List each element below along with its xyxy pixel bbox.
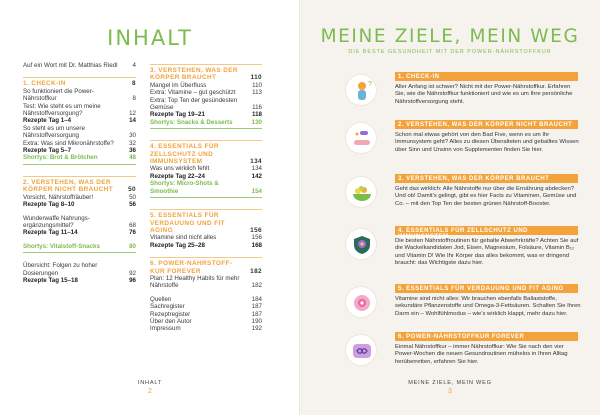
toc-entry xyxy=(23,215,136,230)
toc-entry-page: 56 xyxy=(129,201,136,209)
toc-entry xyxy=(150,165,262,172)
toc-entry xyxy=(150,242,262,249)
toc-entry xyxy=(23,140,136,147)
left-page-number: 2 xyxy=(148,388,152,395)
toc-entry-title: 3. VERSTEHEN, WAS DER KÖRPER BRAUCHT xyxy=(150,67,238,82)
section-rule xyxy=(23,252,136,253)
right-page-number: 3 xyxy=(448,388,452,395)
toc-entry-title: Rezeptregister xyxy=(150,310,191,318)
toc-entry-page: 68 xyxy=(129,221,136,229)
toc-spacer xyxy=(150,249,262,255)
toc-entry-title: Shortys: Micro-Shots & Smoothie xyxy=(150,180,219,195)
left-footer xyxy=(125,380,175,395)
toc-entry-page: 156 xyxy=(251,234,262,242)
right-footer xyxy=(300,380,600,395)
toc-entry-title: Wunderwaffe Nahrungs-ergänzungsmittel? xyxy=(23,214,90,229)
toc-entry xyxy=(150,318,262,325)
toc-chapter-heading xyxy=(150,143,262,165)
toc-spacer xyxy=(150,132,262,138)
cell-shield-icon xyxy=(345,228,377,260)
toc-entry-title: Shortys: Snacks & Desserts xyxy=(150,118,233,126)
toc-entry-title: Plan: 12 Healthy Habits für mehr Nährstoffe xyxy=(150,274,240,290)
toc-entry-page: 92 xyxy=(129,269,136,277)
toc-entry-title: Rezepte Tag 25–28 xyxy=(150,241,205,249)
toc-entry-title: Sachregister xyxy=(150,303,185,311)
toc-entry-page: 32 xyxy=(129,139,136,147)
toc-entry-page: 50 xyxy=(129,193,136,201)
toc-entry-title: Übersicht: Folgen zu hoher Dosierungen xyxy=(23,262,98,277)
flower-gut-icon xyxy=(345,286,377,318)
toc-entry-title: Rezepte Tag 8–10 xyxy=(23,201,75,209)
goal-heading: 5. ESSENTIALS FÜR VERDAUUNG UND FIT AGING xyxy=(395,284,578,293)
toc-entry-page: 50 xyxy=(128,186,136,194)
toc-entry xyxy=(150,111,262,118)
toc-entry xyxy=(23,88,136,103)
toc-entry-page: 182 xyxy=(250,267,262,275)
goal-description: Die besten Nährstoffroutinen für gebalte Abwehrkräfte? Achten Sie auf die Wackelkandidaten Jod, Eisen, Magnesium, Folsäure, Vitamin B₁₂ und Vitamin D! Wie Ihr Körper das alles bekommt, was er dringend braucht: das Wichtigste dazu hier. xyxy=(395,238,579,266)
goal-description: Einmal Nährstoffkur – immer Nährstoffkur: Wie Sie nach den vier Power-Wochen die neuen Gesundroutinen mühelos in Ihren Alltag herüberretten, erfahren Sie hier. xyxy=(395,344,568,365)
toc-entry xyxy=(23,62,136,69)
toc-entry-page: 76 xyxy=(129,229,136,237)
toc-entry xyxy=(23,277,136,284)
toc-chapter-heading xyxy=(150,67,262,82)
toc-entry-page: 192 xyxy=(251,325,262,333)
left-footer-label: INHALT xyxy=(137,380,163,386)
toc-entry-title: Shortys: Vitalstoff-Snacks xyxy=(23,242,100,250)
toc-entry xyxy=(23,154,136,161)
toc-entry xyxy=(23,262,136,277)
toc-entry-page: 118 xyxy=(252,111,262,119)
toc-entry-title: Rezepte Tag 1–4 xyxy=(23,117,72,125)
toc-entry-title: Quellen xyxy=(150,295,172,303)
toc-entry xyxy=(150,173,262,180)
chapter-divider xyxy=(23,77,136,78)
toc-entry xyxy=(23,243,136,250)
toc-entry-page: 130 xyxy=(251,118,262,126)
toc-entry-title: Extra: Was sind Mikronährstoffe? xyxy=(23,139,114,147)
toc-entry-title: Vitamine sind nicht alles xyxy=(150,234,217,242)
section-rule xyxy=(150,128,262,129)
toc-entry xyxy=(150,180,262,195)
toc-entry xyxy=(23,103,136,118)
right-footer-label: MEINE ZIELE, MEIN WEG xyxy=(408,380,492,386)
toc-entry-title: 5. ESSENTIALS FÜR VERDAUUNG UND FIT AGING xyxy=(150,212,225,234)
section-rule xyxy=(23,164,136,165)
goals-title: MEINE ZIELE, MEIN WEG xyxy=(320,26,580,47)
toc-entry-title: Vorsicht, Nährstoffräuber! xyxy=(23,193,94,201)
goal-heading: 3. VERSTEHEN, WAS DER KÖRPER BRAUCHT xyxy=(395,174,578,183)
toc-chapter-heading xyxy=(150,212,262,234)
toc-entry-page: 187 xyxy=(251,310,262,318)
toc-chapter-heading xyxy=(23,179,136,194)
chapter-divider xyxy=(150,140,262,141)
toc-entry xyxy=(23,125,136,140)
toc-entry-page: 96 xyxy=(129,276,136,284)
toc-entry-title: Extra: Top Ten der gesündesten Gemüse xyxy=(150,96,238,112)
goals-subtitle: DIE BESTE GESUNDHEIT MIT DER POWER-NÄHRSTOFFKUR xyxy=(348,49,552,55)
toc-entry xyxy=(150,89,262,96)
toc-entry-title: Mangel im Überfluss xyxy=(150,81,207,89)
toc-column-2 xyxy=(150,62,262,333)
toc-entry-page: 110 xyxy=(250,74,262,82)
toc-entry-page: 184 xyxy=(251,295,262,303)
toc-entry-page: 30 xyxy=(129,132,136,140)
toc-entry-page: 110 xyxy=(252,81,262,89)
person-question-icon xyxy=(345,74,377,106)
toc-entry-title: Rezepte Tag 11–14 xyxy=(23,229,78,237)
toc-entry xyxy=(150,325,262,332)
goal-description: Schon mal etwas gehört von den Bad Five, wenn es um Ihr Immunsystem geht? Alles zu diesen Überalteten und geballtes Wissen über Sinn und Unsinn von Supplementen finden Sie hier. xyxy=(395,132,579,153)
toc-entry-page: 113 xyxy=(252,89,262,97)
section-rule xyxy=(150,197,262,198)
fruit-bowl-icon xyxy=(345,176,377,208)
goal-description: Geht das wirklich: Alle Nährstoffe nur über die Ernährung abdecken? Und ob! Damit's gelingt, gibt es hier Facts zu Vitaminen, Gemüse und Co. – mit den Top Ten der besten grünen Nährstoff-Booster. xyxy=(395,186,577,207)
toc-entry-page: 182 xyxy=(251,282,262,290)
toc-entry xyxy=(150,234,262,241)
toc-entry xyxy=(150,296,262,303)
chapter-divider xyxy=(150,64,262,65)
toc-entry-page: 190 xyxy=(251,317,262,325)
toc-entry-title: Auf ein Wort mit Dr. Matthias Riedl xyxy=(23,62,118,69)
toc-chapter-heading xyxy=(23,80,136,87)
goal-heading: 1. CHECK-IN xyxy=(395,72,578,81)
toc-entry-title: Über den Autor xyxy=(150,317,192,325)
toc-entry xyxy=(23,117,136,124)
toc-spacer xyxy=(23,69,136,75)
toc-entry-title: Impressum xyxy=(150,325,181,333)
chapter-divider xyxy=(150,257,262,258)
goal-heading: 2. VERSTEHEN, WAS DER KÖRPER NICHT BRAUCHT xyxy=(395,120,578,129)
toc-spacer xyxy=(150,201,262,207)
chapter-divider xyxy=(150,209,262,210)
toc-entry-page: 187 xyxy=(251,303,262,311)
toc-entry-title: Rezepte Tag 5–7 xyxy=(23,147,72,155)
toc-entry-page: 134 xyxy=(251,165,262,173)
toc-entry-page: 142 xyxy=(251,172,262,180)
toc-entry-page: 12 xyxy=(129,110,136,118)
toc-entry-title: Was uns wirklich fehlt xyxy=(150,165,210,173)
toc-entry xyxy=(23,194,136,201)
toc-entry-title: Rezepte Tag 19–21 xyxy=(150,111,205,119)
toc-entry-title: Shortys: Brot & Brötchen xyxy=(23,154,98,162)
toc-entry-page: 156 xyxy=(250,226,262,234)
toc-entry-page: 168 xyxy=(251,241,262,249)
toc-entry-title: Test: Wie steht es um meine Nährstoffversorgung? xyxy=(23,102,101,118)
toc-entry-title: Extra: Vitamine – gut geschützt xyxy=(150,89,236,97)
svg-text:?: ? xyxy=(368,81,372,88)
goals-page xyxy=(300,0,600,415)
toc-entry-page: 80 xyxy=(129,242,136,250)
toc-entry-page: 14 xyxy=(129,117,136,125)
toc-entry-title: 4. ESSENTIALS FÜR ZELLSCHUTZ UND IMMUNSYSTEM xyxy=(150,143,219,166)
toc-entry xyxy=(150,303,262,310)
toc-entry xyxy=(23,201,136,208)
toc-entry-title: Rezepte Tag 22–24 xyxy=(150,172,205,180)
toc-entry xyxy=(150,97,262,112)
toc-entry xyxy=(150,311,262,318)
toc-entry-page: 154 xyxy=(251,187,262,195)
toc-entry-page: 8 xyxy=(132,80,136,88)
toc-title: INHALT xyxy=(107,26,193,50)
toc-entry-title: 1. CHECK-IN xyxy=(23,80,66,88)
toc-entry-page: 8 xyxy=(132,95,136,103)
toc-entry-page: 36 xyxy=(129,147,136,155)
toc-entry xyxy=(150,119,262,126)
goal-description: Aller Anfang ist schwer? Nicht mit der Power-Nährstoffkur. Erfahren Sie, wie die Nährstoffkur funktioniert und wie es um Ihre persönliche Nährstoffversorgung steht. xyxy=(395,84,573,105)
toc-entry-title: So funktioniert die Power-Nährstoffkur xyxy=(23,87,94,103)
toc-entry-page: 134 xyxy=(250,158,262,166)
toc-entry-page: 116 xyxy=(252,104,262,112)
toc-entry xyxy=(150,82,262,89)
toc-entry-title: 6. POWER-NÄHRSTOFF-KUR FOREVER xyxy=(150,260,233,275)
toc-entry-title: So steht es um unsere Nährstoffversorgung xyxy=(23,124,85,140)
goal-description: Vitamine sind nicht alles: Wir brauchen ebenfalls Ballaststoffe, sekundäre Pflanzenstoffe und Omega-3-Fettsäuren. Schalten Sie Ihren Darm ein – Wohlfühlmodus – wie's wirklich klappt, mehr dazu hier. xyxy=(395,296,581,317)
toc-entry-title: 2. VERSTEHEN, WAS DER KÖRPER NICHT BRAUCHT xyxy=(23,178,114,194)
toc-entry xyxy=(23,229,136,236)
hand-capsule-icon xyxy=(345,122,377,154)
goal-heading: 4. ESSENTIALS FÜR ZELLSCHUTZ UND IMMUNSYSTEM xyxy=(395,226,578,235)
infinity-icon xyxy=(345,334,377,366)
toc-spacer xyxy=(23,168,136,174)
toc-entry-page: 4 xyxy=(132,62,136,69)
toc-entry-title: Rezepte Tag 15–18 xyxy=(23,276,78,284)
toc-column-1 xyxy=(23,62,136,284)
goal-heading: 6. POWER-NÄHRSTOFFKUR FOREVER xyxy=(395,332,578,341)
toc-entry-page: 48 xyxy=(129,154,136,162)
toc-entry xyxy=(23,147,136,154)
toc-entry xyxy=(150,275,262,290)
toc-chapter-heading xyxy=(150,260,262,275)
chapter-divider xyxy=(23,176,136,177)
